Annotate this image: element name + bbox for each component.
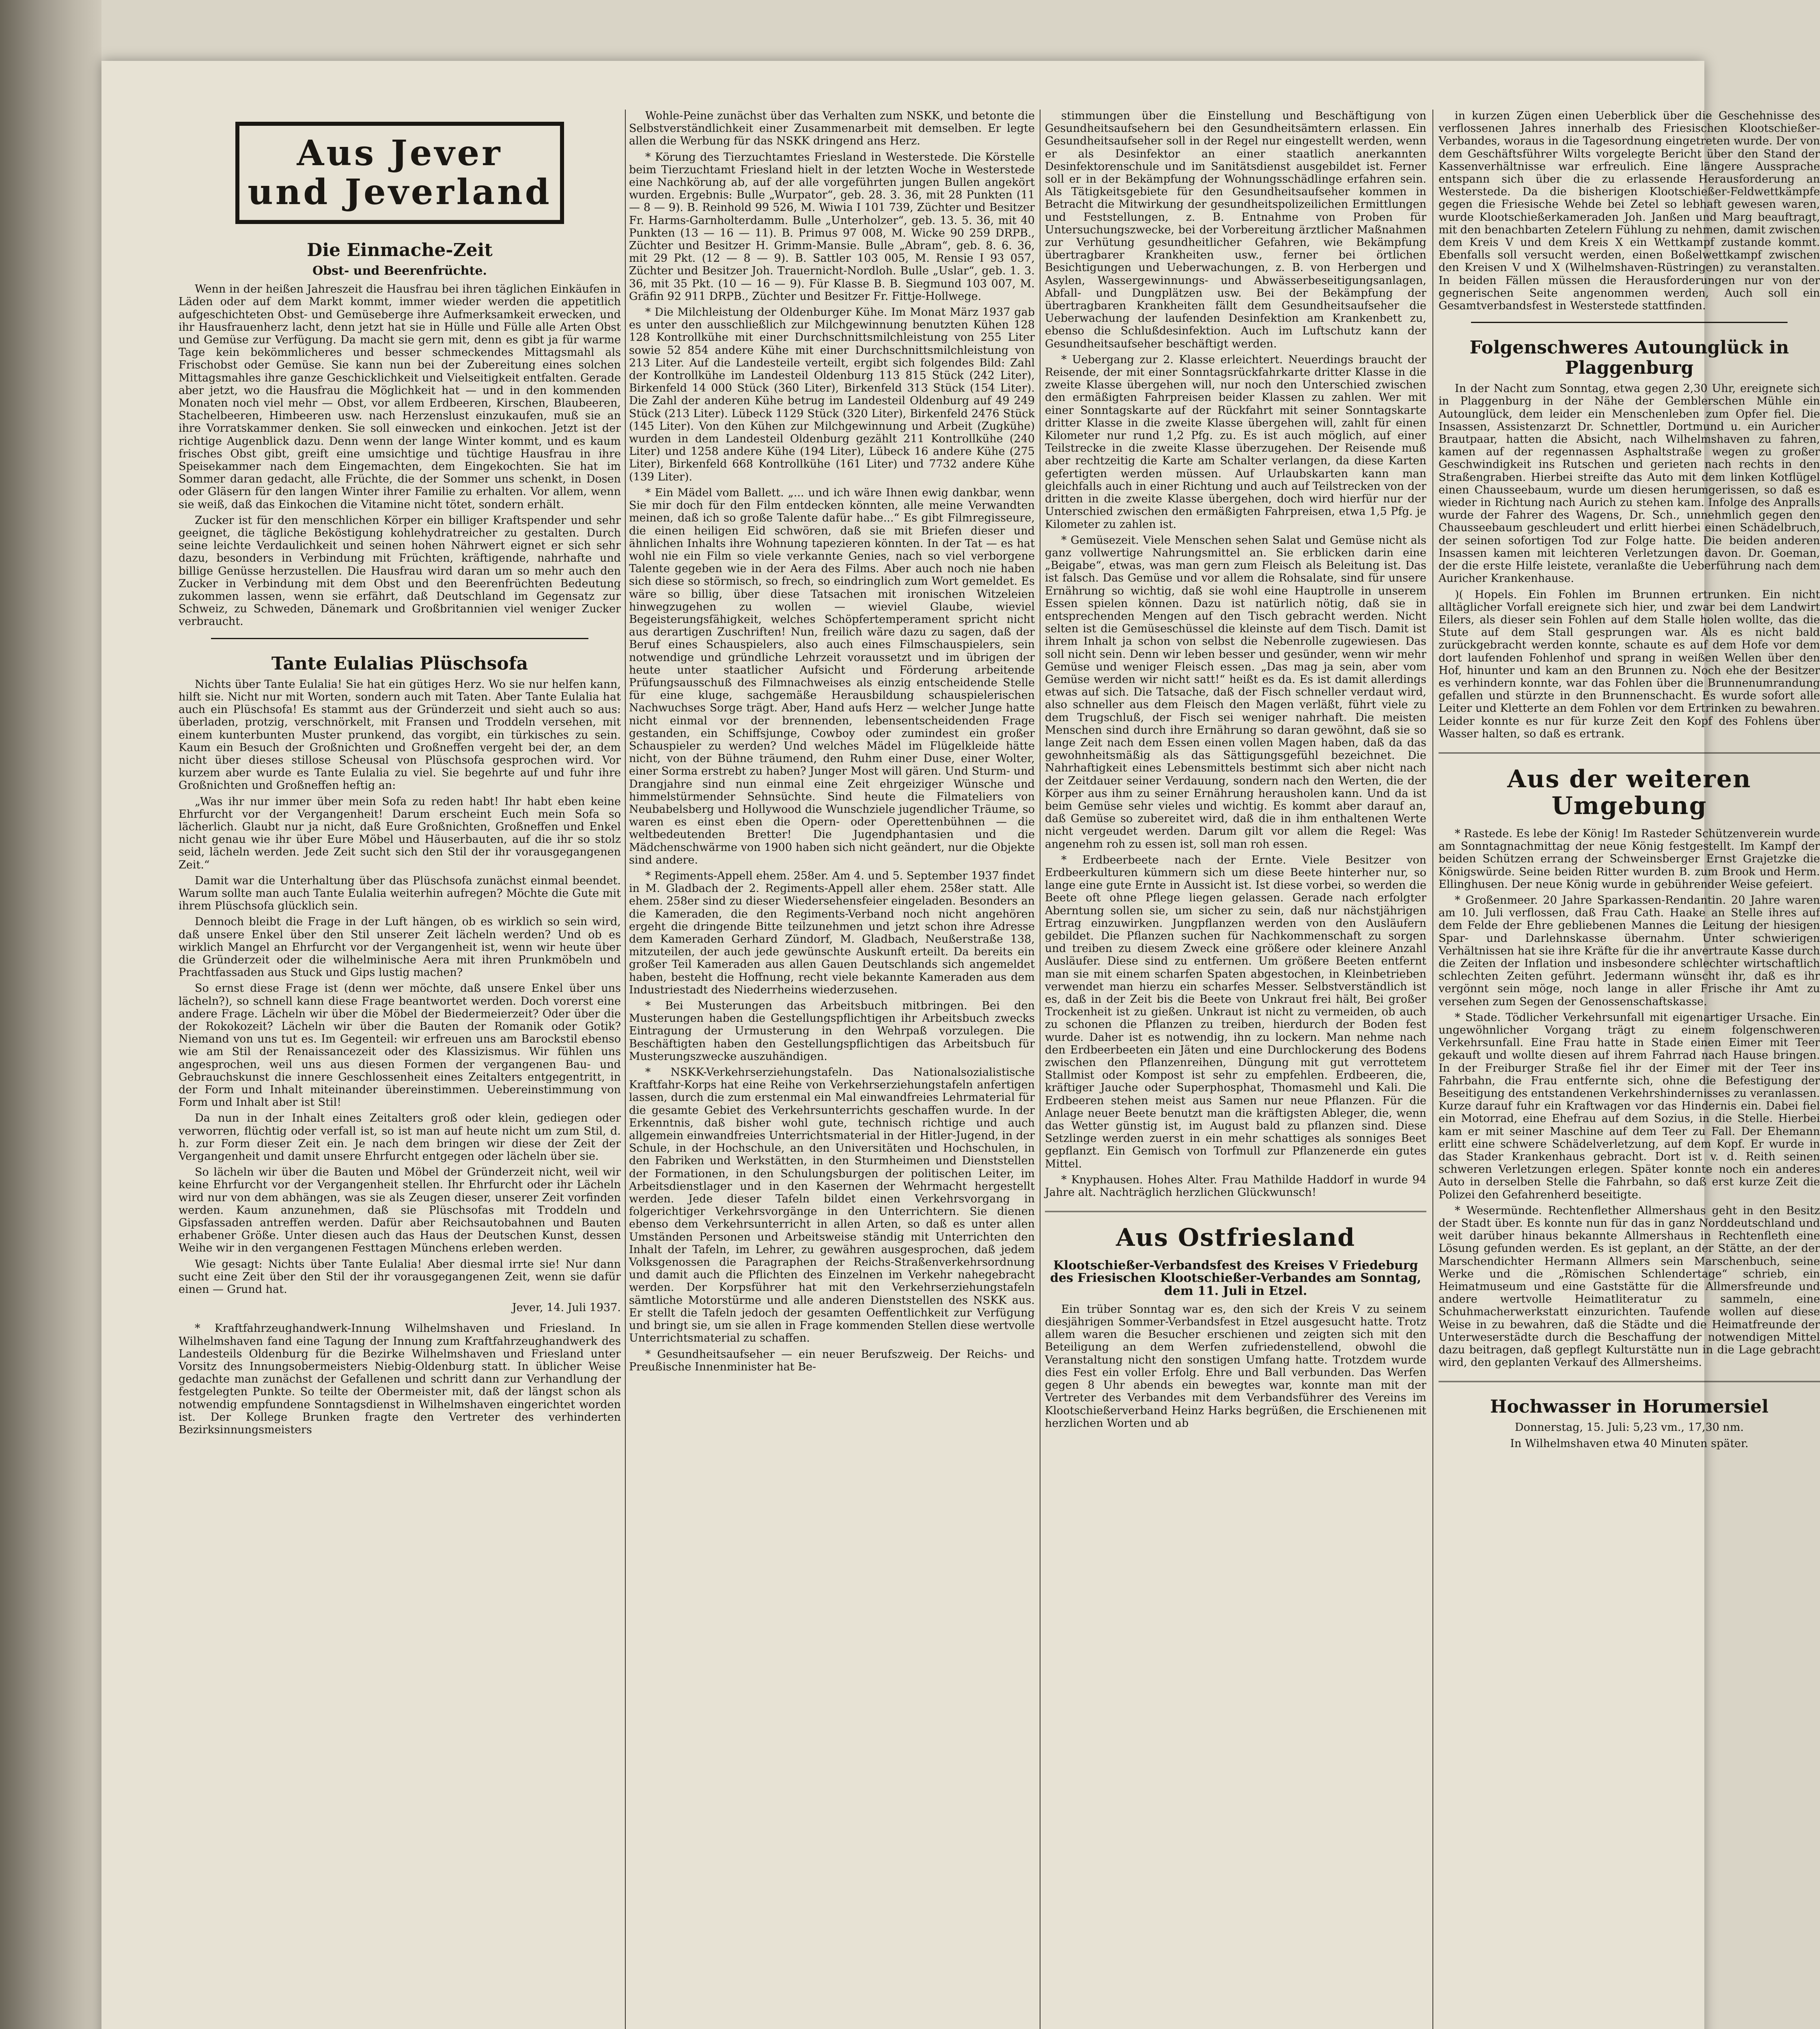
article-title: Folgenschweres Autounglück in Plaggenburg [1469,337,1789,379]
paragraph: stimmungen über die Einstellung und Beschäftigung von Gesundheitsaufsehern bei den Gesundheitsämtern erlassen. Ein Gesundheitsaufseher soll in der Regel nur eingestellt werden, wenn er als Desinfektor an einer staatlich anerkannten Desinfektorenschule und im Sanitätsdienst ausgebildet ist. Ferner soll er in der Bekämpfung der Wohnungsschädlinge erfahren sein. Als Tätigkeitsgebiete für den Gesundheitsaufseher kommen in Betracht die Mitwirkung der gesundheitspolizeilichen Ermittlungen und Feststellungen, z. B. Entnahme von Proben für Untersuchungszwecke, bei der Vorbereitung ärztlicher Maßnahmen zur Verhütung gesundheitlicher Gefahren, wie Bekämpfung übertragbarer Krankheiten usw., ferner bei örtlichen Besichtigungen und Ueberwachungen, z. B. von Herbergen und Asylen, Wassergewinnungs- und Abwässerbeseitigungsanlagen, Abfall- und Dungplätzen usw. Bei der Bekämpfung der übertragbaren Krankheiten fällt dem Gesundheitsaufseher die Ueberwachung der laufenden Desinfektion am Krankenbett zu, ebenso die Schlußdesinfektion. Auch im Luftschutz kann der Gesundheitsaufseher beschäftigt werden. [1045,110,1426,350]
paragraph: Damit war die Unterhaltung über das Plüschsofa zunächst einmal beendet. Warum sollte man auch Tante Eulalia weiterhin aufregen? Möchte die Gute mit ihrem Plüschsofa glücklich sein. [179,874,621,913]
paragraph: * Stade. Tödlicher Verkehrsunfall mit eigenartiger Ursache. Ein ungewöhnlicher Vorgang trägt zu einem folgenschweren Verkehrsunfall. Eine Frau hatte in Stade einen Eimer mit Teer gekauft und wollte diesen auf ihrem Fahrrad nach Hause bringen. In der Freiburger Straße fiel ihr der Eimer mit der Teer ins Fahrbahn, die Frau entfernte sich, ohne die Befestigung der Beseitigung des entstandenen Verkehrshindernisses zu veranlassen. Kurze darauf fuhr ein Kraftwagen vor das Hindernis ein. Dabei fiel ein Motorrad, eine Ehefrau auf dem Sozius, in die Stelle. Hierbei kam er mit seiner Maschine auf dem Teer zu Fall. Der Ehemann erlitt eine schwere Schädelverletzung, auf dem Kopf. Er wurde in das Stader Krankenhaus gebracht. Dort ist v. d. Reith seinen schweren Verletzungen erlegen. Später konnte noch ein anderes Auto in derselben Stelle die Fahrbahn, so daß erst kurze Zeit die Polizei den Gefahrenherd beseitigte. [1439,1011,1820,1201]
masthead-line-2: und Jeverland [248,172,552,213]
paragraph: So lächeln wir über die Bauten und Möbel der Gründerzeit nicht, weil wir keine Ehrfurcht vor der Vergangenheit stellen. Ihr Ehrfurcht oder ihr Lächeln wird nur von dem abhängen, was sie als Zeugen dieser, unserer Zeit vorfinden werden. Kaum anzunehmen, daß sie Plüschsofas mit Troddeln und Gipsfassaden antreffen werden. Dafür aber Reichsautobahnen und Bauten erhabener Größe. Unter diesen auch das Haus der Deutschen Kunst, dessen Weihe wir in den vergangenen Festtagen Münchens erleben werden. [179,1166,621,1255]
separator [1045,1211,1426,1212]
paragraph: Wenn in der heißen Jahreszeit die Hausfrau bei ihren täglichen Einkäufen in Läden oder auf dem Markt kommt, immer wieder werden die appetitlich aufgeschichteten Obst- und Gemüseberge ihre Aufmerksamkeit erwecken, und ihr Hausfrauenherz lacht, denn jetzt hat sie in Hülle und Fülle alle Arten Obst und Gemüse zur Verfügung. Da macht sie gern mit, denn es gibt ja für warme Tage kein bekömmlicheres und besser schmeckendes Mittagsmahl als Frischobst oder Gemüse. Sie kann nun bei der Zubereitung eines solchen Mittagsmahles ihre ganze Geschicklichkeit und Vielseitigkeit entfalten. Gerade aber jetzt, wo die Hausfrau die Möglichkeit hat — und in den kommenden Monaten noch viel mehr — Obst, vor allem Erdbeeren, Kirschen, Blaubeeren, Stachelbeeren, Himbeeren usw. nach Herzenslust einzukaufen, muß sie an ihre Vorratskammer denken. Sie soll einwecken und einkochen. Jetzt ist der richtige Augenblick dazu. Denn wenn der lange Winter kommt, und es kaum frisches Obst gibt, greift eine umsichtige und tüchtige Hausfrau in ihre Speisekammer nach dem Eingemachten, dem Eingekochten. Sie hat im Sommer daran gedacht, alle Früchte, die der Sommer uns schenkt, in Dosen oder Gläsern für den langen Winter ihrer Familie zu erhalten. Vor allem, wenn sie weiß, daß das Einkochen die Vitamine nicht tötet, sondern erhält. [179,283,621,511]
paragraph: )( Hopels. Ein Fohlen im Brunnen ertrunken. Ein nicht alltäglicher Vorfall ereignete sich hier, und zwar bei dem Landwirt Eilers, als dieser sein Fohlen auf dem Stalle holen wollte, das die Stute auf dem Stall gesprungen war. Als es nicht bald zurückgebracht werden konnte, schaute es auf dem Hofe vor dem dort laufenden Fohlenhof und sprang in weißen Wellen über den Hof, hinunter und kam an den Brunnen zu. Noch ehe der Besitzer es verhindern konnte, war das Fohlen über die Brunnenumrandung gefallen und stürzte in den Brunnenschacht. Es wurde sofort alle Leiter und Kletterte an dem Fohlen vor dem Ertrinken zu bewahren. Leider konnte es nur für kurze Zeit den Kopf des Fohlens über Wasser halten, so daß es ertrank. [1439,588,1820,740]
section-masthead [235,122,564,224]
paragraph: * Regiments-Appell ehem. 258er. Am 4. und 5. September 1937 findet in M. Gladbach der 2. Regiments-Appell aller ehem. 258er statt. Alle ehem. 258er sind zu dieser Wiedersehensfeier eingeladen. Besonders an die Kameraden, die den Regiments-Verband noch nicht angehören ergeht die dringende Bitte teilzunehmen und jetzt schon ihre Adresse dem Kameraden Gerhard Zündorf, M. Gladbach, Neußerstraße 138, mitzuteilen, der auch jede gewünschte Auskunft erteilt. Da bereits ein großer Teil Kameraden aus allen Gauen Deutschlands sich angemeldet haben, besteht die Hoffnung, recht viele bekannte Kameraden aus dem Industriestadt des Niederrheins wiederzusehen. [629,869,1035,996]
column-rule [625,110,626,2029]
article-subtitle: Obst- und Beerenfrüchte. [312,264,487,278]
paragraph: * Kraftfahrzeughandwerk-Innung Wilhelmshaven und Friesland. In Wilhelmshaven fand eine Tagung der Innung zum Kraftfahrzeughandwerk des Landesteils Oldenburg für die Bezirke Wilhelmshaven und Friesland unter Vorsitz des Innungsobermeisters Niebig-Oldenburg statt. In üblicher Weise gedachte man zunächst der Gefallenen und schritt dann zur Verhandlung der festgelegten Punkte. So teilte der Obermeister mit, daß der längst schon als notwendig empfundene Sonntagsdienst in Wilhelmshaven eingerichtet worden ist. Der Kollege Brunken fragte den Vertreter des verhinderten Bezirksinnungsmeisters [179,1322,621,1437]
paragraph: * Uebergang zur 2. Klasse erleichtert. Neuerdings braucht der Reisende, der mit einer Sonntagsrückfahrkarte dritter Klasse in die zweite Klasse übergehen will, nur noch den Unterschied zwischen den ermäßigten Fahrpreisen beider Klassen zu zahlen. Wer mit einer Sonntagskarte auf der Rückfahrt mit seiner Sonntagskarte dritter Klasse in die zweite Klasse übergehen will, zahlt für einen Kilometer nur rund 1,2 Pfg. zu. Es ist auch möglich, auf einer Teilstrecke in die zweite Klasse überzugehen. Der Reisende muß aber rechtzeitig die Karte am Schalter verlangen, da diese Karten gefertigten werden müssen. Auf Urlaubskarten kann man gleichfalls auch in einer Richtung und auch auf Teilstrecken von der dritten in die zweite Klasse übergehen, doch wird hierfür nur der Unterschied zwischen den ermäßigten Fahrpreisen, etwa 1,5 Pfg. je Kilometer zu zahlen ist. [1045,353,1426,531]
separator [1439,752,1820,754]
paragraph: Da nun in der Inhalt eines Zeitalters groß oder klein, gediegen oder verworren, flüchtig oder verfall ist, so ist man auf heute nicht um zum Stil, d. h. zur Form dieser Zeit ein. Je nach dem bringen wir diese der Zeit der Vergangenheit und damit unsere Ehrfurcht entgegen oder lächeln über sie. [179,1112,621,1163]
paragraph: In der Nacht zum Sonntag, etwa gegen 2,30 Uhr, ereignete sich in Plaggenburg in der Nähe der Gemblerschen Mühle ein Autounglück, dem leider ein Menschenleben zum Opfer fiel. Die Insassen, Assistenzarzt Dr. Schnettler, Dortmund u. ein Auricher Brautpaar, hatten die Absicht, nach Wilhelmshaven zu fahren, kamen auf der regennassen Asphaltstraße wegen zu großer Geschwindigkeit ins Rutschen und gerieten nach rechts in den Straßengraben. Hierbei streifte das Auto mit dem linken Kotflügel einen Chausseebaum, wurde um diesen herumgerissen, so daß es wieder in Richtung nach Aurich zu stehen kam. Infolge des Anpralls wurde der Fahrer des Wagens, Dr. Sch., unnehmlich gegen den Chausseebaum geschleudert und erlitt hierbei einen Schädelbruch, der seinen sofortigen Tod zur Folge hatte. Die beiden anderen Insassen kamen mit leichteren Verletzungen davon. Dr. Goeman, der die erste Hilfe leistete, veranlaßte die Ueberführung nach dem Auricher Krankenhause. [1439,382,1820,585]
section-heading: Aus Ostfriesland [1116,1223,1356,1252]
separator [1471,322,1788,323]
column-2 [629,110,1035,2029]
article-subhead: Klootschießer-Verbandsfest des Kreises V Friedeburg des Friesischen Klootschießer-Verbandes am Sonntag, dem 11. Juli in Etzel. [1050,1258,1422,1298]
paragraph: Dennoch bleibt die Frage in der Luft hängen, ob es wirklich so sein wird, daß unsere Enkel über den Stil unserer Zeit lächeln werden? Und ob es wirklich Mangel an Ehrfurcht vor der Vergangenheit ist, wenn wir heute über die Gründerzeit oder die wilhelminische Aera mit ihren Prunkmöbeln und Prachtfassaden aus Stuck und Gips lustig machen? [179,915,621,979]
paragraph: * Gemüsezeit. Viele Menschen sehen Salat und Gemüse nicht als ganz vollwertige Nahrungsmittel an. Sie erblicken darin eine „Beigabe“, etwas, was man gern zum Fleisch als Beleitung ist. Das ist falsch. Das Gemüse und vor allem die Rohsalate, sind für unsere Ernährung so wichtig, daß sie wohl eine Hauptrolle in unserem Essen spielen können. Dazu ist natürlich nötig, daß sie in entsprechenden Mengen auf den Tisch gebracht werden. Nicht selten ist die Gemüseschüssel die kleinste auf dem Tisch. Damit ist ihrem Inhalt ja schon von selbst die Nebenrolle zugewiesen. Das soll nicht sein. Denn wir leben besser und gesünder, wenn wir mehr Gemüse und weniger Fleisch essen. „Das mag ja sein, aber vom Gemüse werden wir nicht satt!“ heißt es da. Es ist damit allerdings etwas auf sich. Die Tatsache, daß der Fisch schneller verdaut wird, also schneller aus dem Fleisch den Magen verläßt, führt viele zu dem Trugschluß, der Fisch sei weniger nahrhaft. Die meisten Menschen sind durch ihre Ernährung so daran gewöhnt, daß sie so lange Zeit nach dem Essen einen vollen Magen haben, daß da das gewohnheitsmäßig als das Sättigungsgefühl bezeichnet. Die Nahrhaftigkeit eines Lebensmittels bestimmt sich aber nicht nach der Zeitdauer seiner Verdauung, sondern nach den Werten, die der Körper aus ihm zu seiner Ernährung herausholen kann. Und da ist beim Gemüse sehr vieles und wichtig. Es kommt aber darauf an, daß Gemüse so zubereitet wird, daß die in ihm enthaltenen Werte nicht vergeudet werden. Darum gilt vor allem die Regel: Was angenehm roh zu essen ist, soll man roh essen. [1045,534,1426,851]
dateline: Jever, 14. Juli 1937. [512,1301,621,1314]
tide-time: Donnerstag, 15. Juli: 5,23 vm., 17,30 nm. [1514,1421,1744,1434]
paragraph: * Knyphausen. Hohes Alter. Frau Mathilde Haddorf in wurde 94 Jahre alt. Nachträglich herzlichen Glückwunsch! [1045,1173,1426,1199]
tide-note: In Wilhelmshaven etwa 40 Minuten später. [1510,1437,1749,1450]
article-title: Hochwasser in Horumersiel [1490,1396,1769,1417]
paragraph: * Die Milchleistung der Oldenburger Kühe. Im Monat März 1937 gab es unter den ausschließlich zur Milchgewinnung benutzten Kühen 128 128 Kontrollkühe mit einer Durchschnittsmilchleistung von 255 Liter sowie 52 854 andere Kühe mit einer Durchschnittsmilchleistung von 213 Liter. Auf die Landesteile verteilt, ergibt sich folgendes Bild: Zahl der Kontrollkühe im Landesteil Oldenburg 113 815 Stück (242 Liter), Birkenfeld 14 000 Stück (360 Liter), Birkenfeld 313 Stück (154 Liter). Die Zahl der anderen Kühe betrug im Landesteil Oldenburg auf 49 249 Stück (213 Liter). Lübeck 1129 Stück (320 Liter), Birkenfeld 2476 Stück (145 Liter). Von den Kühen zur Milchgewinnung und Arbeit (Zugkühe) wurden in dem Landesteil Oldenburg gezählt 211 Kontrollkühe (240 Liter) und 1258 andere Kühe (194 Liter), Lübeck 16 andere Kühe (275 Liter), Birkenfeld 668 Kontrollkühe (161 Liter) und 7732 andere Kühe (139 Liter). [629,306,1035,483]
separator [1439,1381,1820,1382]
column-4 [1439,110,1820,2029]
column-1 [179,110,621,2029]
article-title: Die Einmache-Zeit [307,240,493,261]
paragraph: in kurzen Zügen einen Ueberblick über die Geschehnisse des verflossenen Jahres innerhalb des Friesischen Klootschießer-Verbandes, woraus in die Tagesordnung eingetreten wurde. Der von dem Geschäftsführer Wilts vorgelegte Bericht über den Stand der Kassenverhältnisse war erfreulich. Eine längere Aussprache entspann sich über die zu erlassende Herausforderung an Westerstede. Da die bisherigen Klootschießer-Feldwettkämpfe gegen die Friesische Wehde bei Zetel so lebhaft gewesen waren, wurde Klootschießerkameraden Joh. Janßen und Marg beauftragt, mit den benachbarten Zetelern Fühlung zu nehmen, damit zwischen dem Kreis V und dem Kreis X ein Wettkampf zustande kommt. Ebenfalls soll versucht werden, einen Boßelwettkampf zwischen den Kreisen V und X (Wilhelmshaven-Rüstringen) zu veranstalten. In beiden Fällen müssen die Herausforderungen nur von der gegnerischen Seite angenommen werden, Auch soll ein Gesamtverbandsfest in Westerstede stattfinden. [1439,110,1820,312]
paragraph: „Was ihr nur immer über mein Sofa zu reden habt! Ihr habt eben keine Ehrfurcht vor der Vergangenheit! Darum erscheint Euch mein Sofa so lächerlich. Glaubt nur ja nicht, daß Eure Großnichten, Großneffen und Enkel nicht genau wie ihr über Eure Möbel und Häuserbauten, auf die ihr so stolz seid, lächeln werden. Jede Zeit sucht sich den Stil der ihr vorausgegangenen Zeit.“ [179,795,621,871]
newspaper-page [101,61,1820,2029]
separator [211,638,588,639]
paragraph: * Körung des Tierzuchtamtes Friesland in Westerstede. Die Körstelle beim Tierzuchtamt Friesland hielt in der letzten Woche in Westerstede eine Nachkörung ab, auf der alle vorgeführten jungen Bullen angekört wurden. Ergebnis: Bulle „Wurpator“, geb. 28. 3. 36, mit 28 Punkten (11 — 8 — 9). B. Reinhold 99 526, M. Wiwia I 101 739, Züchter und Besitzer Fr. Harms-Garnholterdamm. Bulle „Unterholzer“, geb. 13. 5. 36, mit 40 Punkten (13 — 16 — 11). B. Primus 97 008, M. Wicke 90 259 DRPB., Züchter und Besitzer H. Grimm-Mansie. Bulle „Abram“, geb. 8. 6. 36, mit 29 Pkt. (12 — 8 — 9). B. Sattler 103 005, M. Rensie I 93 057, Züchter und Besitzer Joh. Trauernicht-Nordloh. Bulle „Uslar“, geb. 1. 3. 36, mit 35 Pkt. (10 — 16 — 9). Für Klasse B. B. Siegmund 103 007, M. Gräfin 92 911 DRPB., Züchter und Besitzer Fr. Fittje-Hollwege. [629,151,1035,303]
column-rule [1432,110,1433,2029]
paragraph: * Erdbeerbeete nach der Ernte. Viele Besitzer von Erdbeerkulturen kümmern sich um diese Beete hinterher nur, so lange eine gute Ernte in Aussicht ist. Ist diese vorbei, so werden die Beete oft ohne Pflege liegen gelassen. Gerade nach erfolgter Aberntung sollen sie, um sicher zu sein, daß nur nächstjährigen Ertrag einzuwirken. Jungpflanzen werden von den Ausläufern gebildet. Die Pflanzen suchen für Nachkommenschaft zu sorgen und treiben zu diesem Zweck eine größere oder kleinere Anzahl Ausläufer. Diese sind zu entfernen. Um größere Beeten entfernt man sie mit einem scharfen Spaten abgestochen, in Kleinbetrieben verwendet man hierzu ein scharfes Messer. Selbstverständlich ist es, daß in der Zeit bis die Beete von Unkraut frei hält, Bei großer Trockenheit ist zu gießen. Unkraut ist nicht zu vermeiden, ob auch zu schonen die Pflanzen zu treiben, hierdurch der Boden fest wurde. Daher ist es notwendig, ihn zu lockern. Man nehme nach den Erdbeerbeeten ein Jäten und eine Durchlockerung des Bodens zwischen den Pflanzenreihen, Düngung mit gut verrottetem Stallmist oder Kompost ist sehr zu empfehlen. Erdbeeren, die, kräftiger Jauche oder Superphosphat, Thomasmehl und Kali. Die Erdbeeren stehen meist aus Samen nur neue Pflanzen. Für die Anlage neuer Beete benutzt man die kräftigsten Ableger, die, wenn das Wetter günstig ist, im August bald zu pflanzen sind. Diese Setzlinge werden zuerst in ein mehr schattiges als sonniges Beet gepflanzt. Ein Gemisch von Torfmull zur Pflanzenerde ein gutes Mittel. [1045,853,1426,1170]
paragraph: Ein trüber Sonntag war es, den sich der Kreis V zu seinem diesjährigen Sommer-Verbandsfest in Etzel ausgesucht hatte. Trotz allem waren die Besucher erschienen und zeigten sich mit den Beteiligung an dem Werfen zufriedenstellend, obwohl die Veranstaltung nicht den sonstigen Umfang hatte. Trotzdem wurde dies Fest ein voller Erfolg. Ehre und Ball verbunden. Das Werfen gegen 8 Uhr abends ein bewegtes war, konnte man mit der Vertreter des Verbandes mit dem Verbandsführer des Vereins im Klootschießerverband Heinz Harks begrüßen, die Erschienenen mit herzlichen Worten und ab [1045,1303,1426,1430]
paragraph: * Rastede. Es lebe der König! Im Rasteder Schützenverein wurde am Sonntagnachmittag der neue König festgestellt. Im Kampf der beiden Schützen errang der Schweinsberger Ernst Grajetzke die Königswürde. Seine beiden Ritter wurden B. zum Brook und Herm. Ellinghusen. Der neue König wurde in gebührender Weise gefeiert. [1439,827,1820,891]
paragraph: Zucker ist für den menschlichen Körper ein billiger Kraftspender und sehr geeignet, die tägliche Beköstigung kohlehydratreicher zu gestalten. Durch seine leichte Verdaulichkeit und seinen hohen Nährwert eignet er sich sehr dazu, besonders in Verbindung mit Früchten, kräftigende, nahrhafte und billige Genüsse herzustellen. Die Hausfrau wird daran um so mehr auch den Zucker in Verbindung mit dem Obst und den Beerenfrüchten Bedeutung zukommen lassen, wenn sie erfährt, daß Deutschland im Gegensatz zur Schweiz, zu Schweden, Dänemark und Großbritannien viel weniger Zucker verbraucht. [179,514,621,628]
paragraph: * Gesundheitsaufseher — ein neuer Berufszweig. Der Reichs- und Preußische Innenminister hat Be- [629,1348,1035,1373]
masthead-line-1: Aus Jever [297,133,503,174]
paragraph: So ernst diese Frage ist (denn wer möchte, daß unsere Enkel über uns lächeln?), so schnell kann diese Frage beantwortet werden. Doch vorerst eine andere Frage. Lächeln wir über die Möbel der Biedermeierzeit? Oder über die der Rokokozeit? Lächeln wir über die Bauten der Romanik oder Gotik? Niemand von uns tut es. Im Gegenteil: wir erfreuen uns am Barockstil ebenso wie am Stil der Renaissancezeit oder des Klassizismus. Wir fühlen uns angesprochen, weil uns aus diesen Formen der vergangenen Bau- und Gebrauchskunst die innere Geschlossenheit eines Zeitalters entgegentritt, in der Form und Inhalt miteinander übereinstimmen. Uebereinstimmung von Form und Inhalt aber ist Stil! [179,982,621,1109]
paragraph: * NSKK-Verkehrserziehungstafeln. Das Nationalsozialistische Kraftfahr-Korps hat eine Reihe von Verkehrserziehungstafeln anfertigen lassen, durch die zum erstenmal ein Mal einwandfreies Lehrmaterial für die gesamte Gebiet des Verkehrsunterrichts geschaffen wurde. In der Erkenntnis, daß bisher wohl gute, technisch richtige und auch allgemein einwandfreies Unterrichtsmaterial in der Hitler-Jugend, in der Schule, in der Hochschule, an den Universitäten und Hochschulen, in den Fabriken und Werkstätten, in den Sturmheimen und Dienststellen der Formationen, in den Schulungsburgen der politischen Leiter, im Arbeitsdienstlager und in den Kasernen der Wehrmacht hergestellt werden. Jede dieser Tafeln bildet einen Verkehrsvorgang in folgerichtiger Verkehrsvorgänge in den Unterrichtern. Sie dienen ebenso dem Verkehrsunterricht in allen Arten, so daß es unter allen Umständen Personen und Arbeitsweise ständig mit Unterrichten den Inhalt der Tafeln, im Lehrer, zu gewähren ausgesprochen, daß jedem Volksgenossen die Paragraphen der Reichs-Straßenverkehrsordnung und damit auch die Pflichten des Einzelnen im Verkehr nahegebracht werden. Der Korpsführer hat mit den Verkehrserziehungstafeln sämtliche Motorstürme und alle anderen Dienststellen des NSKK aus. Er stellt die Tafeln jedoch der gesamten Oeffentlichkeit zur Verfügung und bringt sie, um sie allen in Frage kommenden Stellen diese wertvolle Unterrichtsmaterial zu schaffen. [629,1066,1035,1345]
article-title: Tante Eulalias Plüschsofa [271,653,528,674]
paragraph: Nichts über Tante Eulalia! Sie hat ein gütiges Herz. Wo sie nur helfen kann, hilft sie. Nicht nur mit Worten, sondern auch mit Taten. Aber Tante Eulalia hat auch ein Plüschsofa! Es stammt aus der Gründerzeit und sieht auch so aus: überladen, protzig, verschnörkelt, mit Fransen und Troddeln versehen, mit einem kunterbunten Muster prunkend, das vorgibt, ein türkisches zu sein. Kaum ein Besuch der Großnichten und Großneffen vergeht bei der, an dem nicht über dieses stillose Scheusal von Plüschsofa gesprochen wird. Vor kurzem aber wurde es Tante Eulalia zu viel. Sie begehrte auf und fuhr ihre Großnichten und Großneffen heftig an: [179,678,621,792]
paragraph: * Wesermünde. Rechtenflether Allmershaus geht in den Besitz der Stadt über. Es konnte nun für das in ganz Norddeutschland und weit darüber hinaus bekannte Allmershaus in Rechtenfleth eine Lösung gefunden werden. Es ist geplant, an der Stätte, an der der Marschendichter Hermann Allmers sein Marschenbuch, seine Werke und die „Römischen Schlendertage“ schrieb, ein Heimatmuseum und eine Gaststätte für die Allmersfreunde und andere wertvolle Heimatliteratur zu sammeln, eine Schuhmacherwerkstatt einzurichten. Taufende wollen auf diese Weise in zu bewahren, daß die Städte und die Heimatfreunde der Unterweserstädte durch die Beschaffung der notwendigen Mittel dazu beitragen, daß gepflegt Kulturstätte nun in die Lage gebracht wird, den geplanten Verkauf des Allmersheims. [1439,1204,1820,1369]
column-3 [1045,110,1426,2029]
paragraph: Wohle-Peine zunächst über das Verhalten zum NSKK, und betonte die Selbstverständlichkeit einer Zusammenarbeit mit demselben. Er legte allen die Werbung für das NSKK dringend ans Herz. [629,110,1035,148]
paragraph: * Bei Musterungen das Arbeitsbuch mitbringen. Bei den Musterungen haben die Gestellungspflichtigen ihr Arbeitsbuch zwecks Eintragung der Urmusterung in den Wehrpaß vorzulegen. Die Beschäftigten haben den Gestellungspflichtigen das Arbeitsbuch für Musterungszwecke auszuhändigen. [629,999,1035,1063]
paragraph: * Großenmeer. 20 Jahre Sparkassen-Rendantin. 20 Jahre waren am 10. Juli verflossen, daß Frau Cath. Haake an Stelle ihres auf dem Felde der Ehre gebliebenen Mannes die Leitung der hiesigen Spar- und Darlehnskasse übernahm. Unter schwierigen Verhältnissen hat sie ihre Kräfte für die ihr anvertraute Kasse durch die Zeiten der Inflation und insbesondere schlechter wirtschaftlich schlechten Zeiten geführt. Jedermann wünscht ihr, daß es ihr vergönnt sein möge, noch lange in aller Frische ihr Amt zu versehen zum Segen der Genossenschaftskasse. [1439,894,1820,1008]
paragraph: Wie gesagt: Nichts über Tante Eulalia! Aber diesmal irrte sie! Nur dann sucht eine Zeit über den Stil der ihr vorausgegangenen Zeit, wenn sie dafür einen — Grund hat. [179,1258,621,1296]
paragraph: * Ein Mädel vom Ballett. „... und ich wäre Ihnen ewig dankbar, wenn Sie mir doch für den Film entdecken könnten, alle meine Verwandten meinen, daß ich so große Talente dafür habe...“ Es gibt Filmregisseure, die einen heiligen Eid schwören, daß sie mit Briefen dieser und ähnlichen Inhalts ihre Wohnung tapezieren könnten. In der Tat — es hat wohl nie ein Film so viele verkannte Genies, nach so viel verborgene Talente gegeben wie in der Aera des Films. Aber auch noch nie haben sich diese so störmisch, so frech, so eindringlich zum Wort gemeldet. Es wäre so billig, über diese Tatsachen mit ironischen Witzeleien hinwegzugehen zu wollen — wieviel Glaube, wieviel Begeisterungsfähigkeit, welches Schöpfertemperament spricht nicht aus derartigen Zuschriften! Nun, freilich wäre dazu zu sagen, daß der Beruf eines Schauspielers, also auch eines Filmschauspielers, sein notwendige und gründliche Lehrzeit voraussetzt und im übrigen der heute unter staatlicher Aufsicht und Förderung arbeitende Prüfungsausschuß des Filmnachweises als einzig entscheidende Stelle für eine kluge, sachgemäße Herausbildung schauspielerischen Nachwuchses Sorge trägt. Aber, Hand aufs Herz — welcher Junge hatte nicht einmal vor der brennenden, lebensentscheidenden Frage gestanden, ein Schiffsjunge, Cowboy oder zumindest ein großer Schauspieler zu werden? Und welches Mädel im Flügelkleide hätte nicht, von der Bühne träumend, den Ruhm einer Duse, einer Wolter, einer Sorma erstrebt zu haben? Junger Most will gären. Und Sturm- und Drangjahre sind nun einmal eine Zeit ehrgeiziger Wünsche und himmelstürmender Sehnsüchte. Sind heute die Filmateliers von Neubabelsberg und Hollywood die Wunschziele jugendlicher Träume, so waren es einst eben die Opern- oder Operettenbühnen — die weltbedeutenden Bretter! Die Jugendphantasien und die Mädchenschwärme von 1900 haben sich nicht geändert, nur die Objekte sind andere. [629,486,1035,866]
section-heading: Aus der weiteren Umgebung [1507,765,1751,820]
book-binding [0,0,101,2029]
